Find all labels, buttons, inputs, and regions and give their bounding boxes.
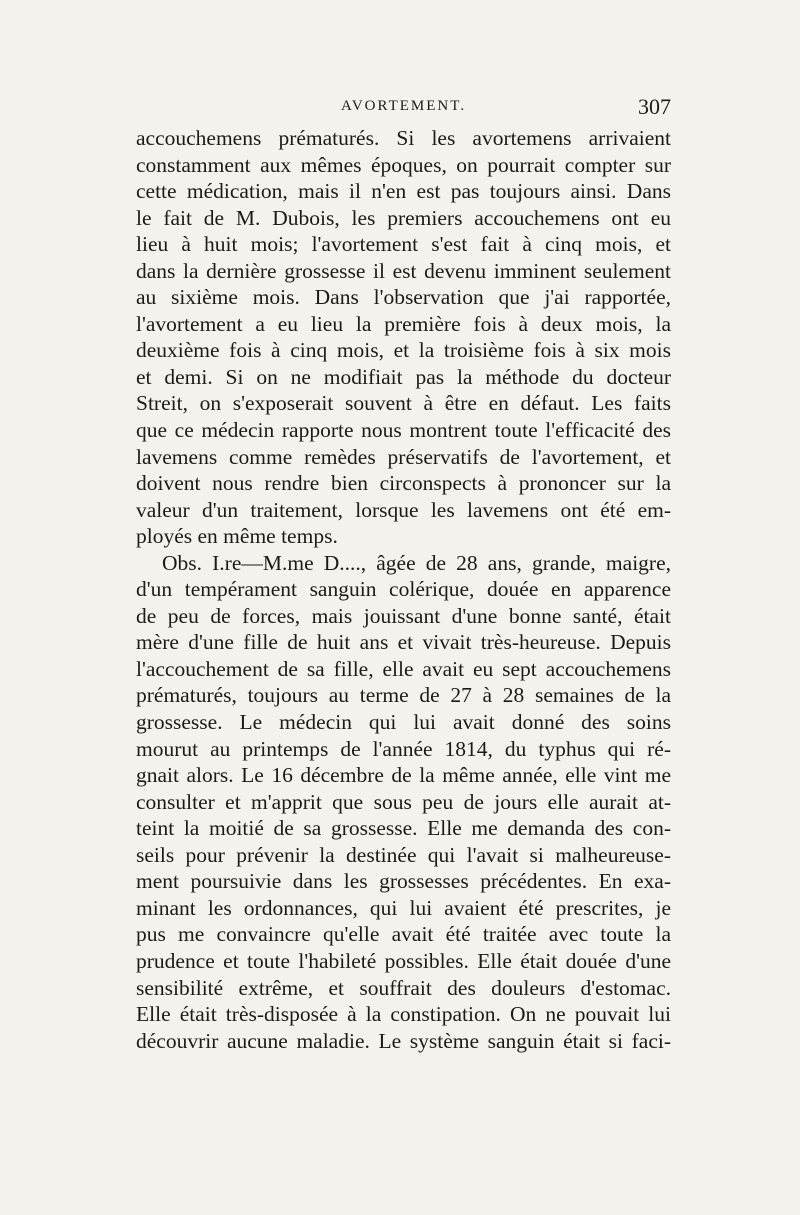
body-text: [136, 125, 671, 1054]
text-line: mourut au printemps de l'année 1814, du typhus qui ré-: [136, 736, 671, 761]
text-line: pus me convaincre qu'elle avait été traitée avec toute la: [136, 922, 671, 947]
text-line: cette médication, mais il n'en est pas toujours ainsi. Dans: [136, 179, 671, 204]
text-line: teint la moitié de sa grossesse. Elle me demanda des con-: [136, 816, 671, 841]
text-line: l'accouchement de sa fille, elle avait eu sept accouchemens: [136, 656, 671, 681]
text-line: gnait alors. Le 16 décembre de la même année, elle vint me: [136, 763, 671, 788]
text-line: ment poursuivie dans les grossesses précédentes. En exa-: [136, 869, 671, 894]
text-line: prudence et toute l'habileté possibles. Elle était douée d'une: [136, 948, 671, 973]
page-header: [136, 94, 671, 128]
text-line: consulter et m'apprit que sous peu de jours elle aurait at-: [136, 789, 671, 814]
text-line: lavemens comme remèdes préservatifs de l'avortement, et: [136, 444, 671, 469]
text-line: accouchemens prématurés. Si les avortemens arrivaient: [136, 126, 671, 150]
text-line: Elle était très-disposée à la constipation. On ne pouvait lui: [136, 1002, 671, 1027]
text-line: d'un tempérament sanguin colérique, douée en apparence: [136, 577, 671, 602]
running-title: AVORTEMENT.: [340, 98, 467, 114]
page-number: 307: [638, 94, 671, 119]
text-line: grossesse. Le médecin qui lui avait donné des soins: [136, 710, 671, 735]
text-line: Obs. I.re—M.me D...., âgée de 28 ans, grande, maigre,: [162, 550, 671, 575]
text-line: seils pour prévenir la destinée qui l'avait si malheureuse-: [136, 842, 671, 867]
text-line: deuxième fois à cinq mois, et la troisième fois à six mois: [136, 338, 671, 363]
text-line: doivent nous rendre bien circonspects à prononcer sur la: [136, 471, 671, 496]
text-line: Streit, on s'exposerait souvent à être en défaut. Les faits: [136, 391, 671, 416]
text-line: ployés en même temps.: [136, 524, 338, 549]
text-line: que ce médecin rapporte nous montrent toute l'efficacité des: [136, 418, 671, 443]
text-line: au sixième mois. Dans l'observation que j'ai rapportée,: [136, 285, 671, 310]
text-line: découvrir aucune maladie. Le système sanguin était si faci-: [136, 1028, 671, 1053]
text-line: l'avortement a eu lieu la première fois à deux mois, la: [136, 311, 671, 336]
text-line: lieu à huit mois; l'avortement s'est fait à cinq mois, et: [136, 232, 671, 257]
text-line: de peu de forces, mais jouissant d'une bonne santé, était: [136, 603, 671, 628]
text-line: dans la dernière grossesse il est devenu imminent seulement: [136, 258, 671, 283]
text-line: et demi. Si on ne modifiait pas la méthode du docteur: [136, 364, 671, 389]
text-line: prématurés, toujours au terme de 27 à 28 semaines de la: [136, 683, 671, 708]
text-line: sensibilité extrême, et souffrait des douleurs d'estomac.: [136, 975, 671, 1000]
text-line: valeur d'un traitement, lorsque les lavemens ont été em-: [136, 497, 671, 522]
text-line: minant les ordonnances, qui lui avaient été prescrites, je: [136, 895, 671, 920]
text-line: mère d'une fille de huit ans et vivait très-heureuse. Depuis: [136, 630, 671, 655]
text-line: constamment aux mêmes époques, on pourrait compter sur: [136, 152, 671, 177]
text-line: le fait de M. Dubois, les premiers accouchemens ont eu: [136, 205, 671, 230]
